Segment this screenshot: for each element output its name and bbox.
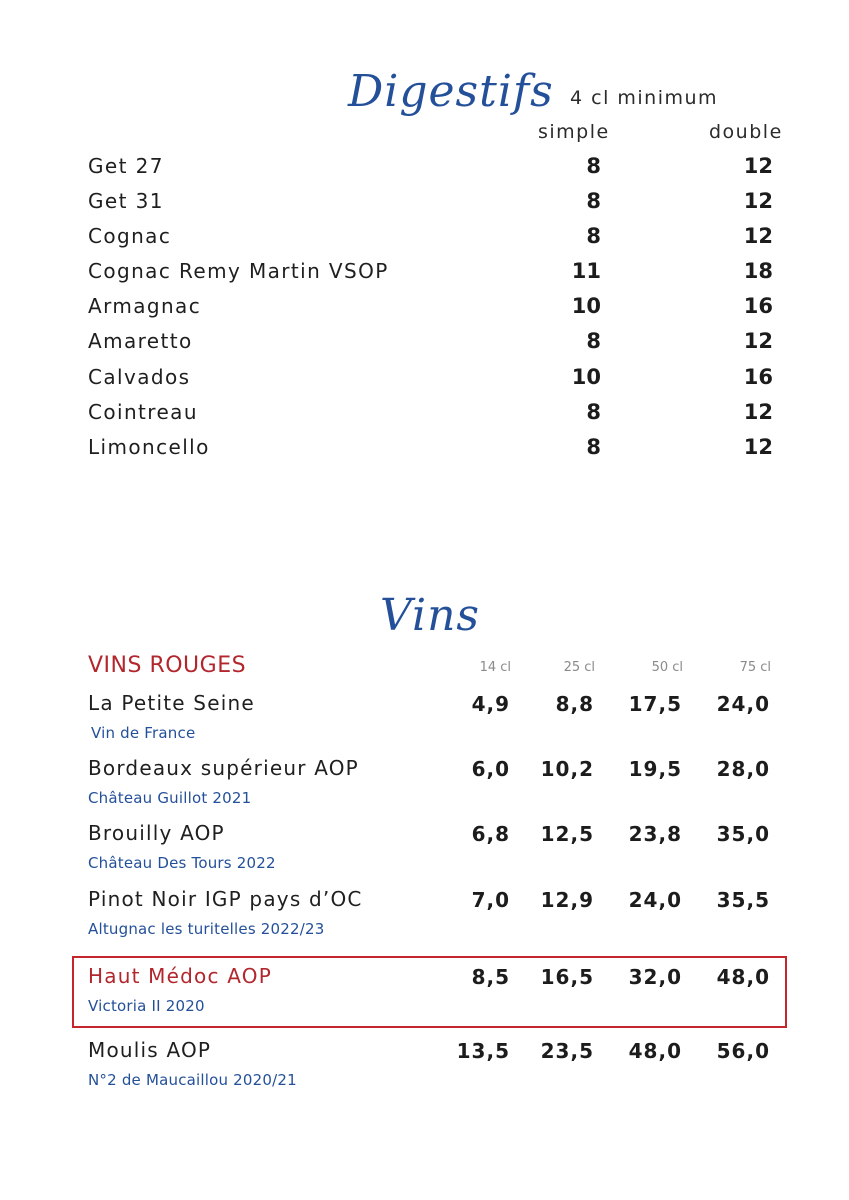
size-header-14cl: 14 cl	[479, 660, 511, 675]
wine-name: Moulis AOP	[88, 1038, 212, 1062]
wine-price-25cl: 10,2	[540, 757, 594, 781]
digestifs-double-header: double	[709, 121, 783, 143]
digestif-name: Armagnac	[88, 294, 202, 318]
wine-subtitle: Vin de France	[91, 724, 196, 742]
size-header-75cl: 75 cl	[739, 660, 771, 675]
digestifs-simple-header: simple	[538, 121, 610, 143]
wine-price-75cl: 48,0	[716, 965, 770, 989]
wine-price-25cl: 16,5	[540, 965, 594, 989]
wine-price-75cl: 35,5	[716, 888, 770, 912]
digestif-simple-price: 11	[571, 259, 601, 283]
digestif-simple-price: 8	[586, 189, 601, 213]
wine-row	[88, 691, 778, 751]
vins-title: Vins	[380, 590, 480, 641]
digestif-double-price: 16	[743, 365, 773, 389]
wine-price-50cl: 23,8	[628, 822, 682, 846]
wine-subtitle: Château Guillot 2021	[88, 789, 252, 807]
digestif-name: Calvados	[88, 365, 191, 389]
wine-row	[88, 821, 778, 881]
digestif-simple-price: 8	[586, 224, 601, 248]
digestif-name: Amaretto	[88, 329, 193, 353]
digestif-name: Get 31	[88, 189, 164, 213]
digestif-row	[88, 435, 778, 465]
wine-price-75cl: 24,0	[716, 692, 770, 716]
digestif-double-price: 12	[743, 329, 773, 353]
digestif-simple-price: 8	[586, 329, 601, 353]
digestif-simple-price: 10	[571, 365, 601, 389]
wine-price-25cl: 12,5	[540, 822, 594, 846]
wine-subtitle: Victoria II 2020	[88, 997, 205, 1015]
digestif-double-price: 12	[743, 154, 773, 178]
digestif-name: Cognac Remy Martin VSOP	[88, 259, 389, 283]
wine-price-14cl: 6,8	[471, 822, 510, 846]
digestif-name: Get 27	[88, 154, 164, 178]
digestif-row	[88, 365, 778, 395]
digestif-simple-price: 8	[586, 435, 601, 459]
digestif-name: Cognac	[88, 224, 172, 248]
wine-price-75cl: 56,0	[716, 1039, 770, 1063]
wine-row	[88, 887, 778, 947]
wine-subtitle: Château Des Tours 2022	[88, 854, 276, 872]
digestif-row	[88, 329, 778, 359]
wine-subtitle: Altugnac les turitelles 2022/23	[88, 920, 325, 938]
digestif-double-price: 12	[743, 224, 773, 248]
wine-price-50cl: 32,0	[628, 965, 682, 989]
wine-name: La Petite Seine	[88, 691, 255, 715]
wine-row	[88, 1038, 778, 1098]
digestifs-minimum-label: 4 cl minimum	[570, 87, 719, 109]
wine-price-14cl: 13,5	[456, 1039, 510, 1063]
wine-price-75cl: 35,0	[716, 822, 770, 846]
wine-row	[88, 756, 778, 816]
digestifs-title: Digestifs	[348, 66, 554, 117]
digestif-double-price: 16	[743, 294, 773, 318]
size-header-25cl: 25 cl	[563, 660, 595, 675]
digestif-name: Limoncello	[88, 435, 210, 459]
size-header-50cl: 50 cl	[651, 660, 683, 675]
digestif-simple-price: 10	[571, 294, 601, 318]
wine-row-highlighted	[88, 964, 778, 1024]
digestif-row	[88, 294, 778, 324]
wine-price-25cl: 23,5	[540, 1039, 594, 1063]
digestif-row	[88, 154, 778, 184]
wine-price-14cl: 6,0	[471, 757, 510, 781]
digestif-double-price: 12	[743, 400, 773, 424]
wine-price-75cl: 28,0	[716, 757, 770, 781]
digestif-row	[88, 259, 778, 289]
digestif-simple-price: 8	[586, 154, 601, 178]
wine-price-25cl: 12,9	[540, 888, 594, 912]
digestif-double-price: 18	[743, 259, 773, 283]
wine-name: Haut Médoc AOP	[88, 964, 272, 988]
wine-price-50cl: 48,0	[628, 1039, 682, 1063]
wine-price-14cl: 7,0	[471, 888, 510, 912]
wine-name: Pinot Noir IGP pays d’OC	[88, 887, 363, 911]
digestif-row	[88, 400, 778, 430]
wine-price-25cl: 8,8	[555, 692, 594, 716]
wine-price-50cl: 24,0	[628, 888, 682, 912]
digestif-double-price: 12	[743, 189, 773, 213]
digestif-row	[88, 224, 778, 254]
wine-price-14cl: 8,5	[471, 965, 510, 989]
wine-price-50cl: 17,5	[628, 692, 682, 716]
wine-name: Bordeaux supérieur AOP	[88, 756, 359, 780]
digestif-row	[88, 189, 778, 219]
wine-price-50cl: 19,5	[628, 757, 682, 781]
wine-price-14cl: 4,9	[471, 692, 510, 716]
digestif-name: Cointreau	[88, 400, 198, 424]
digestif-simple-price: 8	[586, 400, 601, 424]
digestif-double-price: 12	[743, 435, 773, 459]
wine-subtitle: N°2 de Maucaillou 2020/21	[88, 1071, 297, 1089]
vins-rouges-heading: VINS ROUGES	[88, 653, 247, 678]
wine-name: Brouilly AOP	[88, 821, 225, 845]
